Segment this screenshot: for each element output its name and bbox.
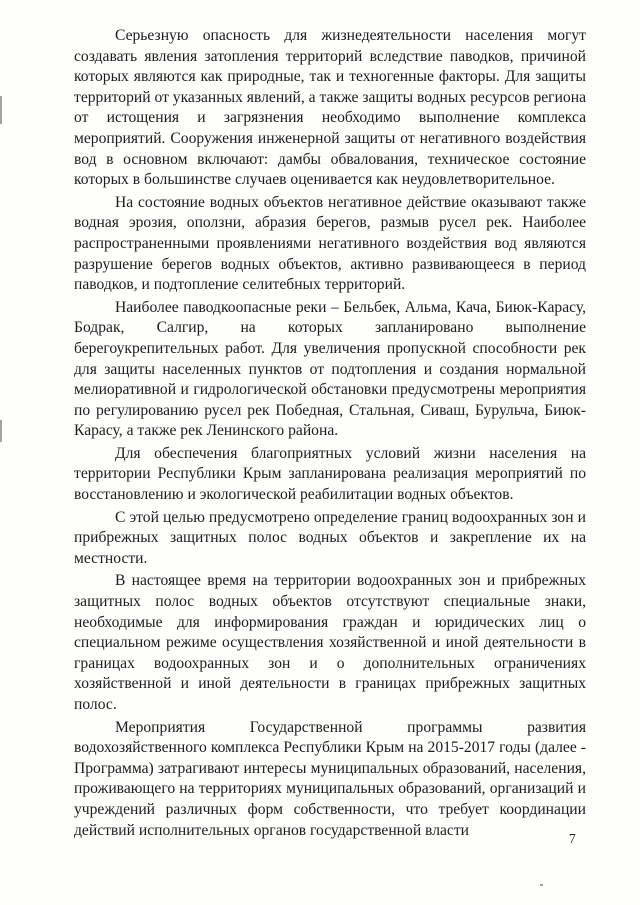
- scan-artifact-mark: [0, 96, 2, 124]
- paragraph: На состояние водных объектов негативное действие оказывают также водная эрозия, оползни, абразия берегов, размыв русел рек. Наиболее распространенными проявлениями негативного воздействия вод являются разрушение берегов водных объектов, активно развивающееся в период паводков, и подтопление селитебных территорий.: [74, 193, 586, 294]
- scan-artifact-mark: [540, 884, 543, 886]
- page-number: 7: [569, 831, 576, 846]
- scan-artifact-mark: [0, 420, 2, 442]
- paragraph: Наиболее паводкоопасные реки – Бельбек, Альма, Кача, Биюк-Карасу, Бодрак, Салгир, на которых запланировано выполнение берегоукрепительных работ. Для увеличения пропускной способности рек для защиты населенных пунктов от подтопления и создания нормальной мелиоративной и гидрологической обстановки предусмотрены мероприятия по регулированию русел рек Победная, Стальная, Сиваш, Бурульча, Биюк-Карасу, а также рек Ленинского района.: [74, 298, 586, 440]
- paragraph: Серьезную опасность для жизнедеятельности населения могут создавать явления затопления территорий вследствие паводков, причиной которых являются как природные, так и техногенные факторы. Для защиты территорий от указанных явлений, а также защиты водных ресурсов региона от истощения и загрязнения необходимо выполнение комплекса мероприятий. Сооружения инженерной защиты от негативного воздействия вод в основном включают: дамбы обвалования, техническое состояние которых в большинстве случаев оценивается как неудовлетворительное.: [74, 27, 586, 189]
- body-text: [74, 26, 586, 841]
- paragraph: В настоящее время на территории водоохранных зон и прибрежных защитных полос водных объектов отсутствуют специальные знаки, необходимые для информирования граждан и юридических лиц о специальном режиме осуществления хозяйственной и иной деятельности в границах водоохранных зон и о дополнительных ограничениях хозяйственной и иной деятельности в границах прибрежных защитных полос.: [74, 572, 586, 713]
- paragraph: Мероприятия Государственной программы развития водохозяйственного комплекса Республики Крым на 2015-2017 годы (далее - Программа) затрагивают интересы муниципальных образований, населения, проживающего на территориях муниципальных образований, организаций и учреждений различных форм собственности, что требует координации действий исполнительных органов государственной власти: [74, 718, 586, 839]
- paragraph: Для обеспечения благоприятных условий жизни населения на территории Республики Крым запланирована реализация мероприятий по восстановлению и экологической реабилитации водных объектов.: [74, 444, 586, 504]
- paragraph: С этой целью предусмотрено определение границ водоохранных зон и прибрежных защитных полос водных объектов и закрепление их на местности.: [74, 508, 586, 567]
